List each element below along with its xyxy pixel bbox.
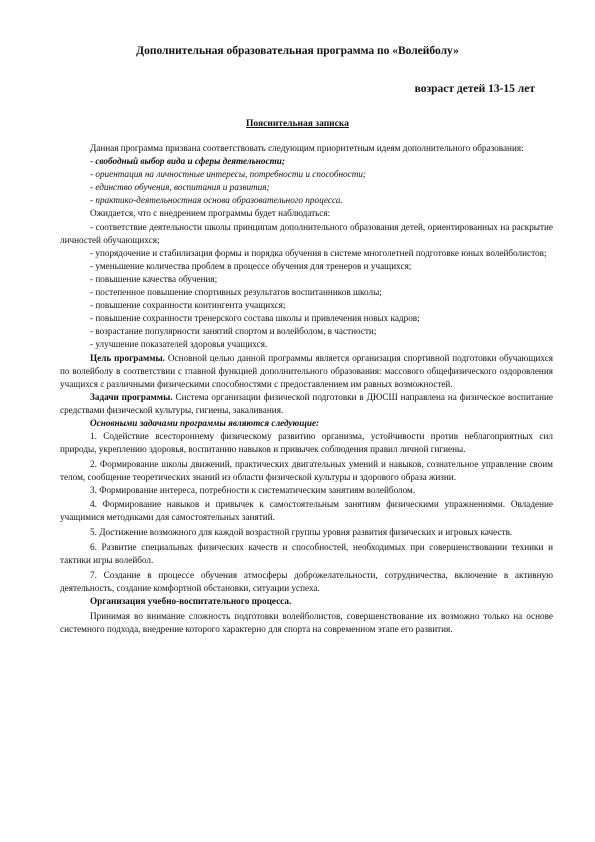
task-item: 1. Содействие всестороннему физическому развитию организма, устойчивости против неблагоприятных сил природы, укреплению здоровья, воспитанию навыков и привычек соблюдения правил личной гигиены. — [60, 431, 553, 455]
expectation-item: - возрастание популярности занятий спортом и волейболом, в частности; — [90, 326, 377, 337]
tasks-paragraph — [60, 391, 553, 417]
intro-paragraph: Данная программа призвана соответствовать следующим приоритетным идеям дополнительного образования: — [90, 143, 524, 153]
organization-heading: Организация учебно-воспитательного процесса. — [90, 596, 292, 607]
tasks-text: Система организации физической подготовки в ДЮСШ направлена на физическое воспитание средствами физической культуры, гигиены, закаливания. — [60, 391, 553, 415]
expectation-item: - улучшение показателей здоровья учащихся. — [90, 339, 268, 350]
expectation-item: - повышение сохранности контингента учащихся; — [90, 300, 286, 311]
main-tasks-label: Основными задачами программы являются следующие: — [90, 417, 320, 428]
goal-label: Цель программы. — [90, 352, 165, 363]
tasks-label: Задачи программы. — [90, 391, 173, 402]
document-body — [60, 142, 553, 636]
priority-item: - свободный выбор вида и сферы деятельности; — [90, 156, 285, 167]
task-item: 4. Формирование навыков и привычек к самостоятельным занятиям физическими упражнениями. Овладение учащимися методиками для самостоятельных занятий. — [60, 498, 553, 522]
expectation-item: - повышение качества обучения; — [90, 273, 218, 284]
expectation-item: - уменьшение количества проблем в процессе обучения для тренеров и учащихся; — [90, 260, 412, 271]
goal-paragraph — [60, 352, 553, 391]
expectation-item: - соответствие деятельности школы принципам дополнительного образования детей, ориентированных на раскрытие личностей обучающихся; — [60, 221, 553, 245]
task-item: 3. Формирование интереса, потребности к систематическим занятиям волейболом. — [90, 485, 416, 496]
expectation-item: - упорядочение и стабилизация формы и порядка обучения в системе многолетней подготовке юных волейболистов; — [90, 247, 547, 258]
task-item: 7. Создание в процессе обучения атмосферы доброжелательности, сотрудничества, включение в активную деятельность, создание комфортной обстановки, ситуации успеха. — [60, 570, 553, 594]
organization-paragraph: Принимая во внимание сложность подготовки волейболистов, совершенствование их возможно только на основе системного подхода, внедрение которого характерно для спорта на современном этапе его развития. — [60, 611, 553, 635]
age-label: возраст детей 13-15 лет — [414, 83, 535, 95]
task-item: 2. Формирование школы движений, практических двигательных умений и навыков, сознательное управление своим телом, сообщение теоретических знаний из области физической культуры и здорового образа жизни. — [60, 459, 553, 483]
expectation-item: - повышение сохранности тренерского состава школы и привлечения новых кадров; — [90, 313, 420, 324]
priority-item: - единство обучения, воспитания и развития; — [90, 182, 270, 193]
document-title: Дополнительная образовательная программа по «Волейболу» — [136, 45, 459, 57]
priority-item: - ориентация на личностные интересы, потребности и способности; — [90, 169, 366, 180]
expectation-intro: Ожидается, что с внедрением программы будет наблюдаться: — [90, 208, 331, 219]
expectation-item: - постепенное повышение спортивных результатов воспитанников школы; — [90, 287, 382, 298]
goal-text: Основной целью данной программы является организация спортивной подготовки обучающихся по волейболу в соответствии с главной функцией дополнительного образования: массового общефизического оздоровления учащихся с различными физическими способностями с предоставлением им равных возможностей. — [60, 352, 553, 389]
section-heading: Пояснительная записка — [246, 119, 349, 129]
priority-item: - практико-деятельностная основа образовательного процесса. — [90, 195, 343, 206]
task-item: 6. Развитие специальных физических качеств и способностей, необходимых при совершенствовании техники и тактики игры волейбол. — [60, 541, 553, 565]
task-item: 5. Достижение возможного для каждой возрастной группы уровня развития физических и игровых качеств. — [90, 526, 513, 537]
